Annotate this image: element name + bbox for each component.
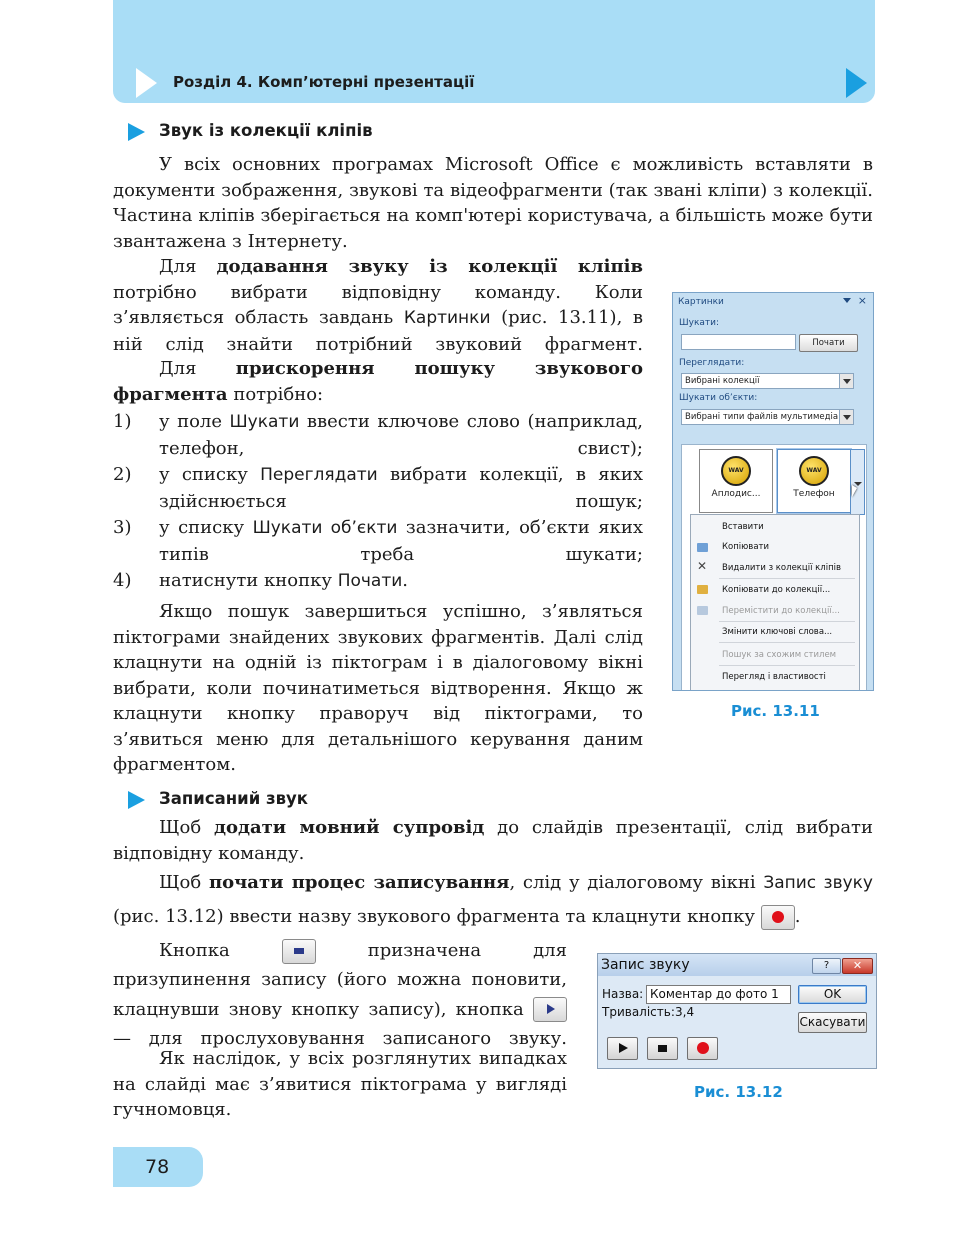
menu-separator bbox=[719, 621, 855, 622]
menu-separator bbox=[719, 665, 855, 666]
play-button[interactable] bbox=[607, 1037, 638, 1060]
tile-dropdown-button[interactable] bbox=[850, 449, 865, 515]
menu-item-edit-keywords[interactable]: Змінити ключові слова... bbox=[722, 627, 833, 637]
paragraph: У всіх основних програмах Microsoft Office є можливість вставляти в документи зображення, звукові та відеофрагменти (так звані кліпи) з колекції. Частина кліпів зберігається на комп'ютері користувача, а більшість може бути звантажена з Інтернету. bbox=[113, 154, 873, 252]
help-button[interactable]: ? bbox=[812, 958, 841, 974]
menu-item-copy[interactable]: Копіювати bbox=[722, 542, 770, 552]
list-item: у списку Шукати об’єкти зазначити, об’єкти яких типів треба шукати; bbox=[159, 517, 644, 565]
menu-item-find-similar[interactable]: Пошук за схожим стилем bbox=[722, 650, 837, 660]
context-menu bbox=[690, 514, 860, 691]
paragraph: Щоб почати процес записування, слід у діалоговому вікні Запис звуку (рис. 13.12) ввести назву звукового фрагмента та клацнути кнопку . bbox=[113, 866, 873, 933]
play-button[interactable] bbox=[533, 997, 567, 1022]
section-heading: Звук із колекції кліпів bbox=[159, 121, 373, 140]
paragraph: Щоб додати мовний супровід до слайдів презентації, слід вибрати відповідну команду. bbox=[113, 817, 874, 864]
stop-icon bbox=[658, 1045, 667, 1052]
copy-to-collection-icon bbox=[697, 585, 708, 594]
page-number: 78 bbox=[113, 1147, 203, 1187]
record-button[interactable] bbox=[761, 905, 795, 930]
play-icon bbox=[547, 1004, 555, 1014]
chapter-title: Розділ 4. Комп’ютерні презентації bbox=[173, 73, 475, 91]
menu-separator bbox=[719, 578, 855, 579]
menu-item-move-to-collection[interactable]: Перемістити до колекції... bbox=[722, 606, 840, 616]
objects-select[interactable]: Вибрані типи файлів мультимедіа bbox=[681, 409, 854, 425]
objects-label: Шукати об’єкти: bbox=[679, 393, 758, 403]
menu-separator bbox=[719, 642, 855, 643]
stop-button[interactable] bbox=[647, 1037, 678, 1060]
name-label: Назва: bbox=[602, 987, 644, 1001]
search-label: Шукати: bbox=[679, 318, 720, 328]
list-number: 3) bbox=[113, 517, 132, 538]
list-item: у поле Шукати ввести ключове слово (наприклад, телефон, свист); bbox=[159, 411, 643, 459]
paragraph: Як наслідок, у всіх розглянутих випадках на слайді має з’явитися піктограма у вигляді гучномовця. bbox=[113, 1048, 567, 1120]
paragraph: Якщо пошук завершиться успішно, з’являться піктограми знайдених звукових фрагментів. Далі слід клацнути на одній із піктограм і в діалоговому вікні вибрати, коли починатиметься відтворення. Якщо ж клацнути кнопку праворуч від піктограми, то з’явиться меню для детальнішого керування даним фрагментом. bbox=[113, 601, 643, 775]
clip-art-panel bbox=[672, 292, 874, 691]
record-icon bbox=[697, 1042, 709, 1054]
delete-icon: ✕ bbox=[697, 559, 708, 573]
section-arrow-icon bbox=[128, 791, 145, 809]
close-icon[interactable]: × bbox=[857, 294, 867, 307]
list-item: у списку Переглядати вибрати колекції, в яких здійснюється пошук; bbox=[159, 464, 643, 512]
record-button[interactable] bbox=[687, 1037, 718, 1060]
close-button[interactable] bbox=[842, 958, 873, 974]
ok-button[interactable]: OK bbox=[798, 985, 867, 1004]
section-heading: Записаний звук bbox=[159, 789, 308, 808]
tile-label: Телефон bbox=[793, 489, 835, 499]
menu-item-preview-properties[interactable]: Перегляд і властивості bbox=[722, 672, 826, 682]
header-arrow-right-icon bbox=[846, 68, 867, 98]
search-input[interactable] bbox=[681, 334, 796, 350]
panel-menu-icon[interactable] bbox=[843, 298, 851, 303]
pause-button[interactable] bbox=[282, 939, 316, 964]
results-area bbox=[681, 444, 867, 691]
chevron-down-icon[interactable] bbox=[839, 374, 853, 388]
duration-label: Тривалість: bbox=[602, 1005, 675, 1019]
paragraph: Для прискорення пошуку звукового фрагмента потрібно: bbox=[113, 358, 643, 405]
header-arrow-left-icon bbox=[136, 68, 157, 98]
paragraph: Кнопка призначена для призупинення запису (його можна поновити, клацнувши знову кнопку запису), кнопка — для прослуховування записаного звуку. bbox=[113, 940, 567, 1049]
list-number: 1) bbox=[113, 411, 132, 432]
list-number: 2) bbox=[113, 464, 132, 485]
close-icon: ✕ bbox=[852, 959, 863, 972]
chevron-down-icon[interactable] bbox=[839, 410, 853, 424]
clip-tile[interactable] bbox=[699, 449, 773, 513]
figure-caption: Рис. 13.11 bbox=[731, 702, 820, 720]
panel-title: Картинки bbox=[678, 297, 724, 307]
go-button[interactable]: Почати bbox=[799, 334, 858, 352]
menu-item-insert[interactable]: Вставити bbox=[722, 522, 764, 532]
menu-item-copy-to-collection[interactable]: Копіювати до колекції... bbox=[722, 585, 831, 595]
dialog-title: Запис звуку bbox=[601, 957, 690, 973]
wav-icon: WAV bbox=[721, 456, 751, 486]
list-number: 4) bbox=[113, 570, 132, 591]
record-sound-dialog bbox=[597, 953, 877, 1069]
copy-icon bbox=[697, 543, 708, 552]
browse-select[interactable]: Вибрані колекції bbox=[681, 373, 854, 389]
wav-icon: WAV bbox=[799, 456, 829, 486]
clip-tile[interactable] bbox=[777, 449, 851, 513]
list-item: натиснути кнопку Почати. bbox=[159, 570, 409, 591]
section-arrow-icon bbox=[128, 123, 145, 141]
duration-value: 3,4 bbox=[675, 1005, 695, 1019]
cancel-button[interactable]: Скасувати bbox=[798, 1012, 867, 1033]
tile-label: Аплодис... bbox=[711, 489, 761, 499]
figure-caption: Рис. 13.12 bbox=[694, 1083, 783, 1101]
record-icon bbox=[772, 911, 784, 923]
move-to-collection-icon bbox=[697, 606, 708, 615]
play-icon bbox=[619, 1043, 628, 1053]
pause-icon bbox=[294, 948, 304, 954]
paragraph: Для додавання звуку із колекції кліпів потрібно вибрати відповідну команду. Коли з’являється область завдань Картинки (рис. 13.11), в ній слід знайти потрібний звуковий фрагмент. bbox=[113, 256, 644, 355]
name-input[interactable]: Коментар до фото 1 bbox=[646, 985, 791, 1004]
menu-item-delete[interactable]: Видалити з колекції кліпів bbox=[722, 563, 841, 573]
browse-label: Переглядати: bbox=[679, 358, 745, 368]
cursor-icon bbox=[852, 485, 857, 497]
